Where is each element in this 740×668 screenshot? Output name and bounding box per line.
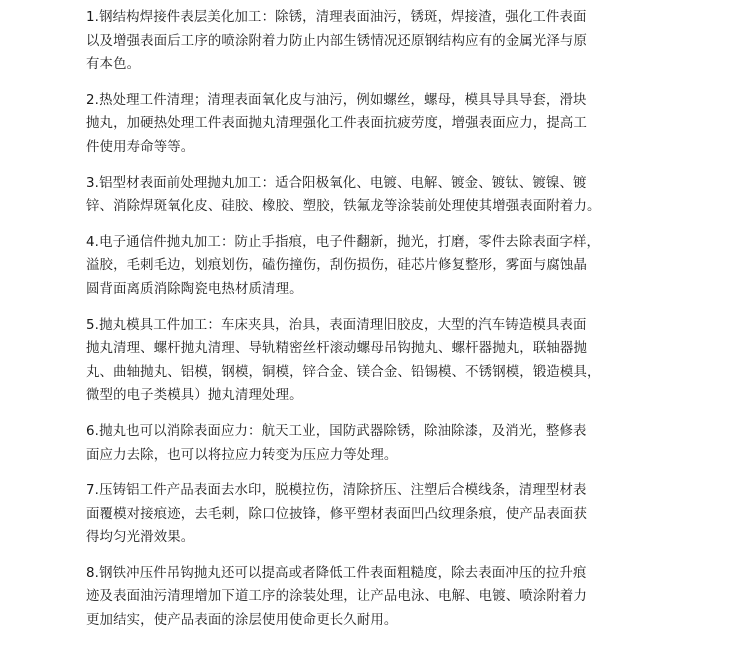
paragraph-line: 有本色。	[86, 57, 141, 73]
paragraph-line: 圆背面离质消除陶瓷电热材质清理。	[86, 281, 303, 297]
document-body	[86, 6, 646, 645]
paragraph-8	[86, 562, 646, 633]
paragraph-line: 迹及表面油污清理增加下道工序的涂装处理，让产品电泳、电解、电镀、喷涂附着力	[86, 589, 588, 605]
paragraph-2	[86, 89, 646, 160]
paragraph-line: 7.压铸铝工件产品表面去水印，脱模拉伤，清除挤压、注塑后合模线条，清理型材表	[86, 483, 587, 499]
paragraph-line: 件使用寿命等等。	[86, 139, 195, 155]
paragraph-line: 1.钢结构焊接件表层美化加工：除锈，清理表面油污，锈斑，焊接渣，强化工件表面	[86, 10, 587, 25]
paragraph-line: 得均匀光滑效果。	[86, 530, 195, 546]
paragraph-line: 2.热处理工件清理；清理表面氧化皮与油污，例如螺丝，螺母，模具导具导套，滑块	[86, 92, 587, 108]
paragraph-line: 6.抛丸也可以消除表面应力：航天工业，国防武器除锈，除油除漆，及消光，整修表	[86, 423, 587, 439]
paragraph-line: 4.电子通信件抛丸加工：防止手指痕，电子件翻新，抛光，打磨，零件去除表面字样，	[86, 234, 601, 250]
paragraph-line: 面应力去除，也可以将拉应力转变为压应力等处理。	[86, 447, 398, 463]
paragraph-line: 锌、消除焊斑氧化皮、硅胶、橡胶、塑胶，铁氟龙等涂装前处理使其增强表面附着力。	[86, 199, 601, 215]
paragraph-4	[86, 231, 646, 302]
paragraph-line: 溢胶，毛刺毛边，划痕划伤，磕伤撞伤，刮伤损伤，硅芯片修复整形，雾面与腐蚀晶	[86, 258, 588, 274]
paragraph-line: 3.铝型材表面前处理抛丸加工：适合阳极氧化、电镀、电解、镀金、镀钛、镀镍、镀	[86, 175, 587, 191]
paragraph-line: 8.钢铁冲压件吊钩抛丸还可以提高或者降低工件表面粗糙度，除去表面冲压的拉升痕	[86, 565, 587, 581]
paragraph-line: 抛丸，加硬热处理工件表面抛丸清理强化工件表面抗疲劳度，增强表面应力，提高工	[86, 116, 588, 132]
paragraph-line: 抛丸清理、螺杆抛丸清理、导轨精密丝杆滚动螺母吊钩抛丸、螺杆器抛丸，联轴器抛	[86, 341, 588, 357]
paragraph-7	[86, 479, 646, 550]
paragraph-line: 微型的电子类模具）抛丸清理处理。	[86, 388, 303, 404]
paragraph-line: 以及增强表面后工序的喷涂附着力防止内部生锈情况还原钢结构应有的金属光泽与原	[86, 33, 588, 49]
paragraph-3	[86, 172, 646, 219]
paragraph-5	[86, 314, 646, 408]
paragraph-6	[86, 420, 646, 467]
paragraph-line: 面覆模对接痕迹，去毛刺，除口位披锋，修平塑材表面凹凸纹理条痕，使产品表面获	[86, 506, 588, 522]
paragraph-1	[86, 6, 646, 77]
paragraph-line: 更加结实，使产品表面的涂层使用使命更长久耐用。	[86, 613, 398, 629]
paragraph-line: 5.抛丸模具工件加工：车床夹具，治具，表面清理旧胶皮，大型的汽车铸造模具表面	[86, 317, 587, 333]
paragraph-line: 丸、曲轴抛丸、铝模，钢模，铜模，锌合金、镁合金、铅锡模、不锈钢模，锻造模具，	[86, 364, 601, 380]
